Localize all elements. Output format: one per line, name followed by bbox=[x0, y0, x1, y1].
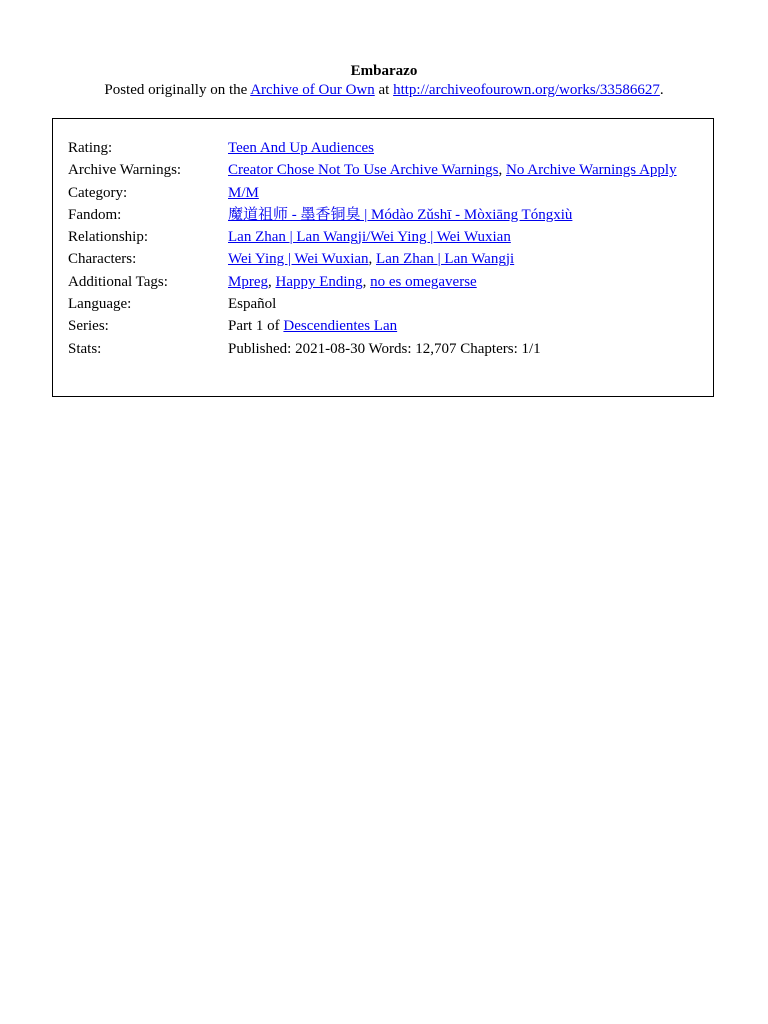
character-tag[interactable]: Lan Zhan | Lan Wangji bbox=[376, 251, 515, 268]
freeform-tag[interactable]: no es omegaverse bbox=[370, 273, 477, 290]
meta-row-category bbox=[68, 184, 698, 206]
archive-link[interactable]: Archive of Our Own bbox=[250, 82, 375, 98]
rating-tag[interactable]: Teen And Up Audiences bbox=[228, 140, 375, 156]
series-prefix: Part 1 of bbox=[228, 318, 284, 335]
meta-row-relationship bbox=[68, 228, 698, 250]
series-label: Series: bbox=[68, 318, 109, 335]
warning-tag[interactable]: Creator Chose Not To Use Archive Warnings bbox=[228, 162, 499, 179]
meta-row-rating bbox=[68, 139, 698, 161]
meta-row-additional-tags bbox=[68, 273, 698, 295]
meta-row-characters bbox=[68, 250, 698, 272]
category-value bbox=[228, 184, 698, 206]
fandom-tag[interactable]: 魔道祖师 - 墨香铜臭 | Módào Zǔshī - Mòxiāng Tóngxiù bbox=[228, 206, 573, 223]
category-label: Category: bbox=[68, 184, 128, 201]
work-title: Embarazo bbox=[350, 63, 418, 79]
at-text: at bbox=[374, 82, 394, 98]
stats-value: Published: 2021-08-30 Words: 12,707 Chapters: 1/1 bbox=[228, 340, 541, 357]
stats-label: Stats: bbox=[68, 340, 102, 357]
meta-row-warnings bbox=[68, 161, 698, 183]
series-link[interactable]: Descendientes Lan bbox=[283, 318, 398, 335]
meta-row-series bbox=[68, 317, 698, 339]
period: . bbox=[659, 82, 664, 98]
work-header bbox=[0, 62, 768, 100]
posted-prefix: Posted originally on the bbox=[104, 82, 251, 98]
tag-separator: , bbox=[368, 251, 377, 268]
work-url-link[interactable]: http://archiveofourown.org/works/33586627 bbox=[393, 82, 660, 98]
rating-value bbox=[228, 139, 698, 161]
tag-separator: , bbox=[268, 273, 276, 290]
language-value: Español bbox=[228, 296, 277, 313]
fandom-value bbox=[228, 206, 698, 228]
additional-tags-label: Additional Tags: bbox=[68, 273, 168, 290]
relationship-label: Relationship: bbox=[68, 229, 148, 246]
relationship-tag[interactable]: Lan Zhan | Lan Wangji/Wei Ying | Wei Wuxian bbox=[228, 229, 511, 246]
meta-row-fandom bbox=[68, 206, 698, 228]
characters-value bbox=[228, 250, 698, 272]
language-label: Language: bbox=[68, 296, 132, 313]
series-value bbox=[228, 317, 698, 339]
additional-tags-value bbox=[228, 273, 698, 295]
meta-box bbox=[52, 118, 714, 397]
category-tag[interactable]: M/M bbox=[228, 184, 259, 201]
warnings-value bbox=[228, 161, 698, 183]
meta-row-stats bbox=[68, 340, 698, 362]
characters-label: Characters: bbox=[68, 251, 137, 268]
relationship-value bbox=[228, 228, 698, 250]
tag-separator: , bbox=[498, 162, 506, 179]
warning-tag[interactable]: No Archive Warnings Apply bbox=[505, 162, 677, 179]
character-tag[interactable]: Wei Ying | Wei Wuxian bbox=[228, 251, 369, 268]
fandom-label: Fandom: bbox=[68, 206, 122, 223]
rating-label: Rating: bbox=[68, 140, 113, 156]
meta-row-language bbox=[68, 295, 698, 317]
freeform-tag[interactable]: Mpreg bbox=[228, 273, 268, 290]
freeform-tag[interactable]: Happy Ending bbox=[275, 273, 363, 290]
tag-separator: , bbox=[362, 273, 371, 290]
warnings-label: Archive Warnings: bbox=[68, 162, 182, 179]
posted-line bbox=[0, 81, 768, 100]
meta-table bbox=[68, 139, 698, 362]
